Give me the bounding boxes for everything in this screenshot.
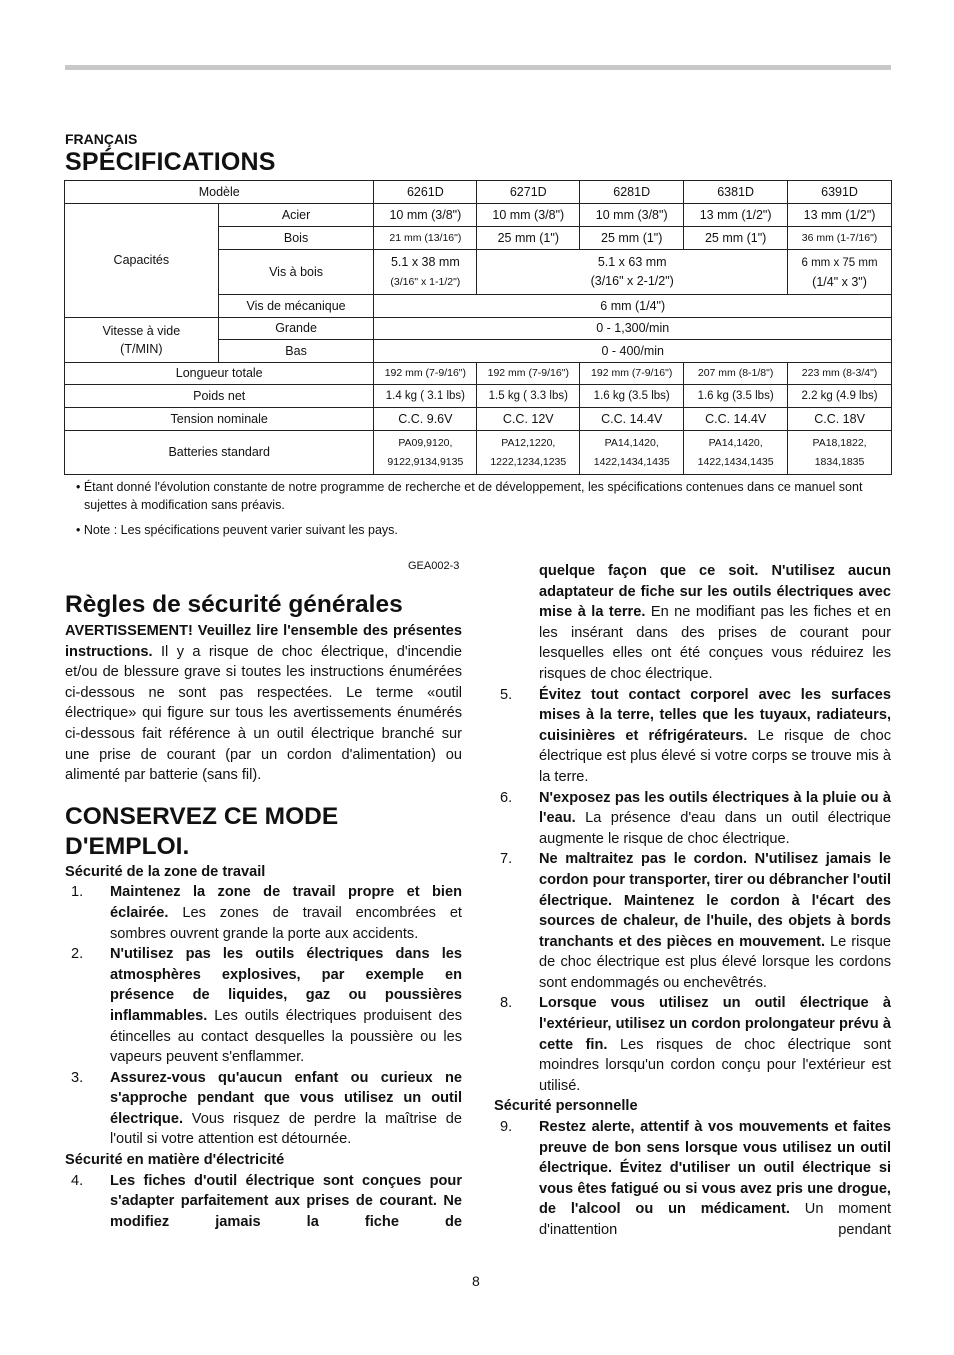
item-text	[110, 944, 462, 1068]
table-cell: 1.6 kg (3.5 lbs)	[580, 385, 684, 408]
cell-line: 9122,9134,9135	[387, 455, 464, 468]
low-speed-label: Bas	[218, 340, 374, 363]
item-body: En ne modifiant pas les fiches et en les insérant dans des prises de courant pour lesquelles elles ont été conçues vous réduirez les risques de choc électrique.	[539, 604, 891, 682]
item-body: Les zones de travail encombrées et sombres ouvrent grande la porte aux accidents.	[110, 904, 462, 942]
warning-bold: AVERTISSEMENT! Veuillez lire l'ensemble des présentes instructions.	[65, 623, 462, 660]
model-cell: 6261D	[374, 181, 477, 204]
list-item-continued	[494, 561, 891, 685]
cell-line: PA12,1220,	[501, 436, 556, 449]
table-row	[65, 431, 892, 475]
table-row	[65, 318, 892, 340]
cell-line: PA18,1822,	[812, 436, 867, 449]
table-cell: C.C. 14.4V	[580, 408, 684, 431]
table-cell: 25 mm (1")	[684, 227, 788, 250]
table-cell: 223 mm (8-3/4")	[788, 363, 892, 385]
speed-label-line: (T/MIN)	[120, 342, 163, 356]
table-cell: 192 mm (7-9/16")	[477, 363, 580, 385]
weight-label: Poids net	[65, 385, 374, 408]
subheading: Sécurité de la zone de travail	[65, 863, 266, 880]
item-text	[539, 1117, 891, 1241]
voltage-label: Tension nominale	[65, 408, 374, 431]
steel-label: Acier	[218, 204, 374, 227]
speed-label-line: Vitesse à vide	[102, 324, 181, 338]
length-label: Longueur totale	[65, 363, 374, 385]
table-row	[65, 385, 892, 408]
item-text	[110, 882, 462, 944]
list-item	[494, 993, 891, 1096]
table-cell	[374, 250, 477, 295]
wood-screw-label: Vis à bois	[218, 250, 374, 295]
section-title: Règles de sécurité générales	[65, 591, 403, 618]
spec-note: • Note : Les spécifications peuvent varier suivant les pays.	[76, 523, 398, 537]
table-cell	[788, 431, 892, 475]
item-number	[494, 561, 539, 685]
table-cell: C.C. 12V	[477, 408, 580, 431]
table-cell: 0 - 1,300/min	[374, 318, 892, 340]
table-cell: 207 mm (8-1/8")	[684, 363, 788, 385]
item-bold: quelque façon que ce soit. N'utilisez aucun adaptateur de fiche sur les outils électriques avec mise à la terre.	[539, 563, 891, 621]
item-body: Le risque de choc électrique est plus élevé lorsque les cordons sont endommagés ou enchevêtrés.	[539, 933, 892, 991]
item-number: 6.	[500, 789, 513, 806]
item-text	[539, 993, 891, 1096]
item-body: Vous risquez de perdre la maîtrise de l'outil si votre attention est détournée.	[110, 1110, 462, 1148]
cell-line: 1422,1434,1435	[697, 455, 774, 468]
table-cell: 10 mm (3/8")	[477, 204, 580, 227]
cell-line: 1222,1234,1235	[490, 455, 567, 468]
spec-notes	[76, 478, 886, 539]
item-body: La présence d'eau dans un outil électrique augmente le risque de choc électrique.	[539, 810, 891, 847]
table-cell	[477, 250, 788, 295]
machine-screw-label: Vis de mécanique	[218, 295, 374, 318]
item-number: 8.	[500, 995, 513, 1012]
table-cell: 192 mm (7-9/16")	[374, 363, 477, 385]
table-row	[65, 181, 892, 204]
wood-label: Bois	[218, 227, 374, 250]
list-item	[494, 1117, 891, 1241]
table-cell: 192 mm (7-9/16")	[580, 363, 684, 385]
table-row	[65, 408, 892, 431]
table-cell: 21 mm (13/16")	[374, 227, 477, 250]
table-cell	[374, 431, 477, 475]
capacities-label: Capacités	[65, 204, 219, 318]
item-bold: Assurez-vous qu'aucun enfant ou curieux ne s'approche pendant que vous utilisez un outil électrique.	[110, 1069, 462, 1127]
list-item	[65, 1068, 462, 1150]
table-cell: 13 mm (1/2")	[684, 204, 788, 227]
table-cell: 25 mm (1")	[477, 227, 580, 250]
model-cell: 6271D	[477, 181, 580, 204]
cell-line: 6 mm x 75 mm	[801, 256, 878, 269]
item-number: 3.	[71, 1069, 84, 1086]
item-text	[110, 1068, 462, 1150]
item-body: Le risque de choc électrique est plus élevé si votre corps se trouve mis à la terre.	[539, 727, 892, 785]
table-cell: C.C. 18V	[788, 408, 892, 431]
cell-line: 1834,1835	[814, 455, 865, 468]
item-number: 4.	[71, 1172, 84, 1189]
item-bold: Les fiches d'outil électrique sont conçues pour s'adapter parfaitement aux prises de courant. Ne modifiez jamais la fiche de	[110, 1172, 462, 1230]
item-text	[539, 849, 891, 993]
table-cell: 0 - 400/min	[374, 340, 892, 363]
model-cell: 6281D	[580, 181, 684, 204]
item-number: 9.	[500, 1119, 513, 1136]
reference-code: GEA002-3	[408, 560, 460, 572]
item-bold: Restez alerte, attentif à vos mouvements et faites preuve de bon sens lorsque vous utilisez un outil électrique. Évitez d'utiliser un outil électrique si vous êtes fatigué ou si vous avez pris une drogue, de l'alcool ou un médicament.	[539, 1119, 891, 1218]
save-title: CONSERVEZ CE MODE D'EMPLOI.	[65, 802, 339, 860]
table-cell: 13 mm (1/2")	[788, 204, 892, 227]
cell-line: PA09,9120,	[398, 436, 453, 449]
list-item	[494, 685, 891, 788]
table-cell: 1.4 kg ( 3.1 lbs)	[374, 385, 477, 408]
table-cell: 1.6 kg (3.5 lbs)	[684, 385, 788, 408]
cell-line: (3/16" x 2-1/2")	[590, 274, 674, 288]
table-cell: 6 mm (1/4")	[374, 295, 892, 318]
item-bold: Évitez tout contact corporel avec les surfaces mises à la terre, telles que les tuyaux, radiateurs, cuisinières et réfrigérateurs.	[539, 686, 891, 744]
item-bold: N'utilisez pas les outils électriques dans les atmosphères explosives, par exemple en présence de liquides, gaz ou poussières inflammables.	[110, 946, 462, 1024]
item-bold: Lorsque vous utilisez un outil électrique à l'extérieur, utilisez un cordon prolongateur prévu à cette fin.	[539, 995, 891, 1053]
table-row	[65, 204, 892, 227]
page-number: 8	[472, 1273, 480, 1289]
table-cell: 25 mm (1")	[580, 227, 684, 250]
language-label: FRANÇAIS	[65, 131, 138, 147]
list-item	[65, 882, 462, 944]
item-text	[110, 1171, 462, 1233]
list-item	[494, 849, 891, 993]
specifications-table	[64, 180, 892, 475]
model-cell: 6391D	[788, 181, 892, 204]
table-cell: 36 mm (1-7/16")	[788, 227, 892, 250]
warning-text: Il y a risque de choc électrique, d'incendie et/ou de blessure grave si toutes les instructions énumérées ci-dessous ne sont pas respectées. Le terme «outil électrique» qui figure sur tous les avertissements énumérés ci-dessous fait référence à un outil électrique branché sur une prise de courant (par un cordon d'alimentation) ou alimenté par batterie (sans fil).	[65, 643, 462, 784]
item-number: 2.	[71, 946, 84, 963]
table-cell: 10 mm (3/8")	[580, 204, 684, 227]
battery-label: Batteries standard	[65, 431, 374, 475]
item-body: Les outils électriques produisent des étincelles au contact desquelles la poussière ou les vapeurs peuvent s'enflammer.	[110, 1007, 462, 1066]
item-number: 7.	[500, 851, 513, 868]
right-column	[494, 561, 891, 1241]
model-cell: 6381D	[684, 181, 788, 204]
subheading: Sécurité personnelle	[494, 1098, 638, 1115]
table-cell	[580, 431, 684, 475]
item-number: 1.	[71, 884, 84, 901]
item-body: Un moment d'inattention pendant	[539, 1201, 891, 1238]
item-text	[539, 561, 891, 685]
cell-line: PA14,1420,	[708, 436, 763, 449]
list-item	[65, 1171, 462, 1233]
high-speed-label: Grande	[218, 318, 374, 340]
table-cell	[684, 431, 788, 475]
cell-line: (3/16" x 1-1/2")	[390, 275, 461, 288]
left-column	[65, 590, 462, 1232]
list-item	[494, 788, 891, 850]
cell-line: PA14,1420,	[604, 436, 659, 449]
cell-line: (1/4" x 3")	[812, 274, 867, 289]
table-cell	[477, 431, 580, 475]
table-cell	[788, 250, 892, 295]
subheading: Sécurité en matière d'électricité	[65, 1152, 285, 1169]
spec-note: • Étant donné l'évolution constante de notre programme de recherche et de développement, les spécifications contenues dans ce manuel sont sujettes à modification sans préavis.	[76, 480, 863, 512]
item-number: 5.	[500, 686, 513, 703]
item-bold: Maintenez la zone de travail propre et bien éclairée.	[110, 884, 462, 921]
item-body: Les risques de choc électrique sont moindres lorsqu'un cordon conçu pour l'extérieur est utilisé.	[539, 1036, 891, 1094]
table-row	[65, 363, 892, 385]
table-cell: 2.2 kg (4.9 lbs)	[788, 385, 892, 408]
table-cell: C.C. 9.6V	[374, 408, 477, 431]
list-item	[65, 944, 462, 1068]
cell-line: 5.1 x 63 mm	[597, 255, 667, 269]
model-label: Modèle	[65, 181, 374, 204]
speed-label	[65, 318, 219, 363]
cell-line: 5.1 x 38 mm	[390, 254, 460, 269]
cell-line: 1422,1434,1435	[593, 455, 670, 468]
item-text	[539, 685, 891, 788]
item-text	[539, 788, 891, 850]
item-bold: N'exposez pas les outils électriques à la pluie ou à l'eau.	[539, 789, 891, 827]
page-title: SPÉCIFICATIONS	[65, 148, 276, 176]
warning-paragraph	[65, 621, 462, 786]
table-cell: C.C. 14.4V	[684, 408, 788, 431]
header-rule	[65, 65, 891, 70]
table-cell: 1.5 kg ( 3.3 lbs)	[477, 385, 580, 408]
table-cell: 10 mm (3/8")	[374, 204, 477, 227]
item-bold: Ne maltraitez pas le cordon. N'utilisez jamais le cordon pour transporter, tirer ou débrancher l'outil électrique. Maintenez le cordon à l'écart des sources de chaleur, de l'huile, des objets à bords tranchants et des pièces en mouvement.	[539, 851, 891, 950]
